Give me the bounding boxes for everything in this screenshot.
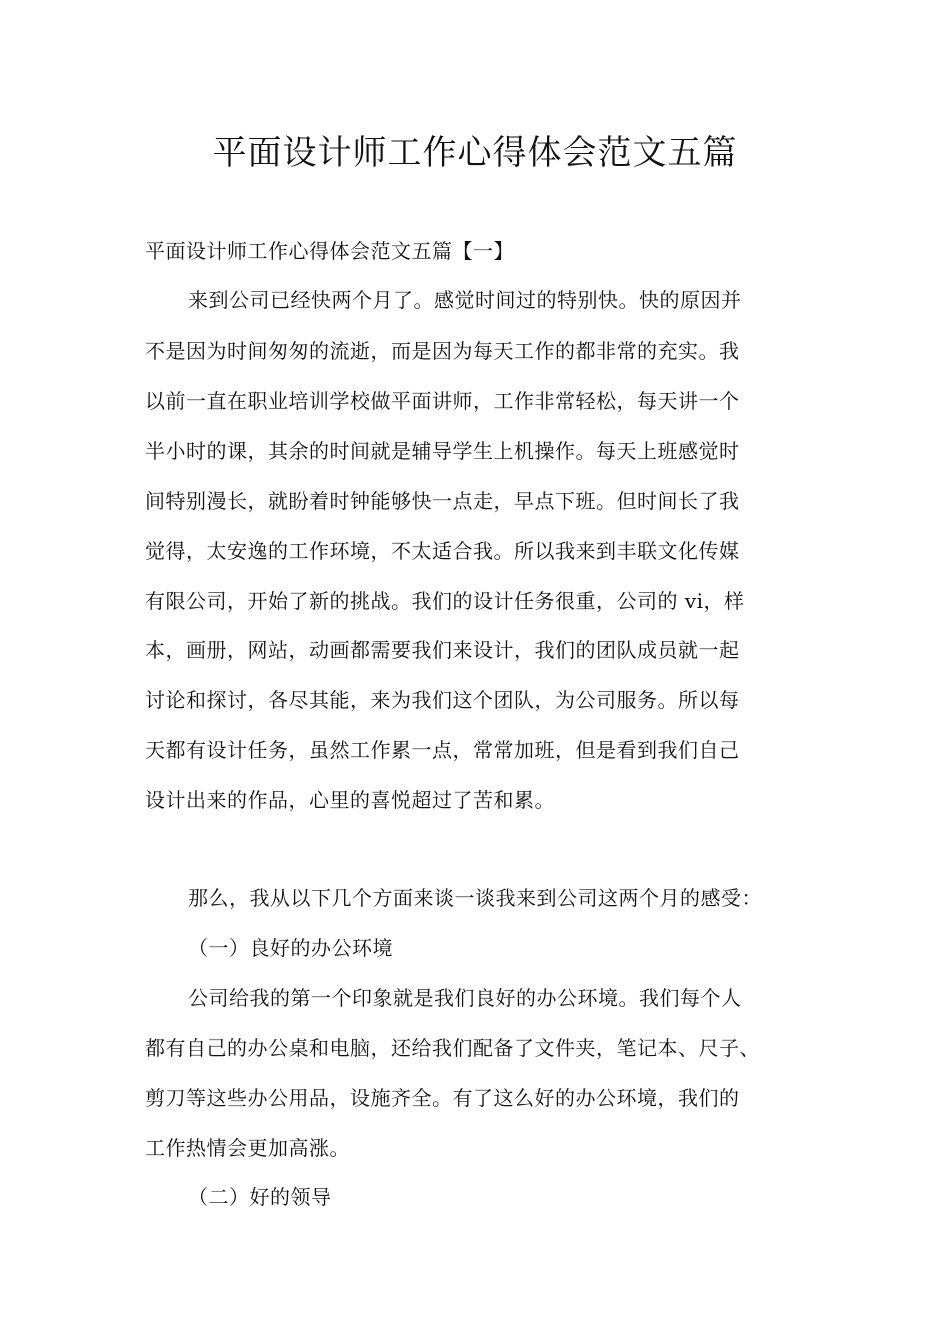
subheading-leadership: （二）好的领导 bbox=[188, 1185, 332, 1209]
paragraph2-line: 公司给我的第一个印象就是我们良好的办公环境。我们每个人 bbox=[188, 986, 742, 1010]
paragraph1-line: 天都有设计任务，虽然工作累一点，常常加班，但是看到我们自己 bbox=[145, 738, 740, 762]
intro-line: 那么，我从以下几个方面来谈一谈我来到公司这两个月的感受： bbox=[188, 886, 762, 910]
paragraph1-line: 半小时的课，其余的时间就是辅导学生上机操作。每天上班感觉时 bbox=[145, 439, 740, 463]
paragraph2-line: 剪刀等这些办公用品，设施齐全。有了这么好的办公环境，我们的 bbox=[145, 1086, 740, 1110]
paragraph1-line: 觉得，太安逸的工作环境，不太适合我。所以我来到丰联文化传媒 bbox=[145, 539, 740, 563]
paragraph1-line: 以前一直在职业培训学校做平面讲师，工作非常轻松，每天讲一个 bbox=[145, 389, 740, 413]
section-heading: 平面设计师工作心得体会范文五篇【一】 bbox=[145, 239, 514, 263]
subheading-environment: （一）良好的办公环境 bbox=[188, 936, 393, 960]
paragraph1-line: 本，画册，网站，动画都需要我们来设计，我们的团队成员就一起 bbox=[145, 638, 740, 662]
document-title: 平面设计师工作心得体会范文五篇 bbox=[212, 133, 738, 173]
paragraph1-line: 设计出来的作品，心里的喜悦超过了苦和累。 bbox=[145, 788, 555, 812]
paragraph2-line: 工作热情会更加高涨。 bbox=[145, 1136, 350, 1160]
paragraph1-line: 间特别漫长，就盼着时钟能够快一点走，早点下班。但时间长了我 bbox=[145, 489, 740, 513]
paragraph2-line: 都有自己的办公桌和电脑，还给我们配备了文件夹，笔记本、尺子、 bbox=[145, 1036, 760, 1060]
paragraph1-line: 来到公司已经快两个月了。感觉时间过的特别快。快的原因并 bbox=[188, 288, 742, 312]
paragraph1-line: 不是因为时间匆匆的流逝，而是因为每天工作的都非常的充实。我 bbox=[145, 339, 740, 363]
paragraph1-line: 讨论和探讨，各尽其能，来为我们这个团队，为公司服务。所以每 bbox=[145, 688, 740, 712]
paragraph1-line: 有限公司，开始了新的挑战。我们的设计任务很重，公司的 vi，样 bbox=[145, 589, 745, 613]
